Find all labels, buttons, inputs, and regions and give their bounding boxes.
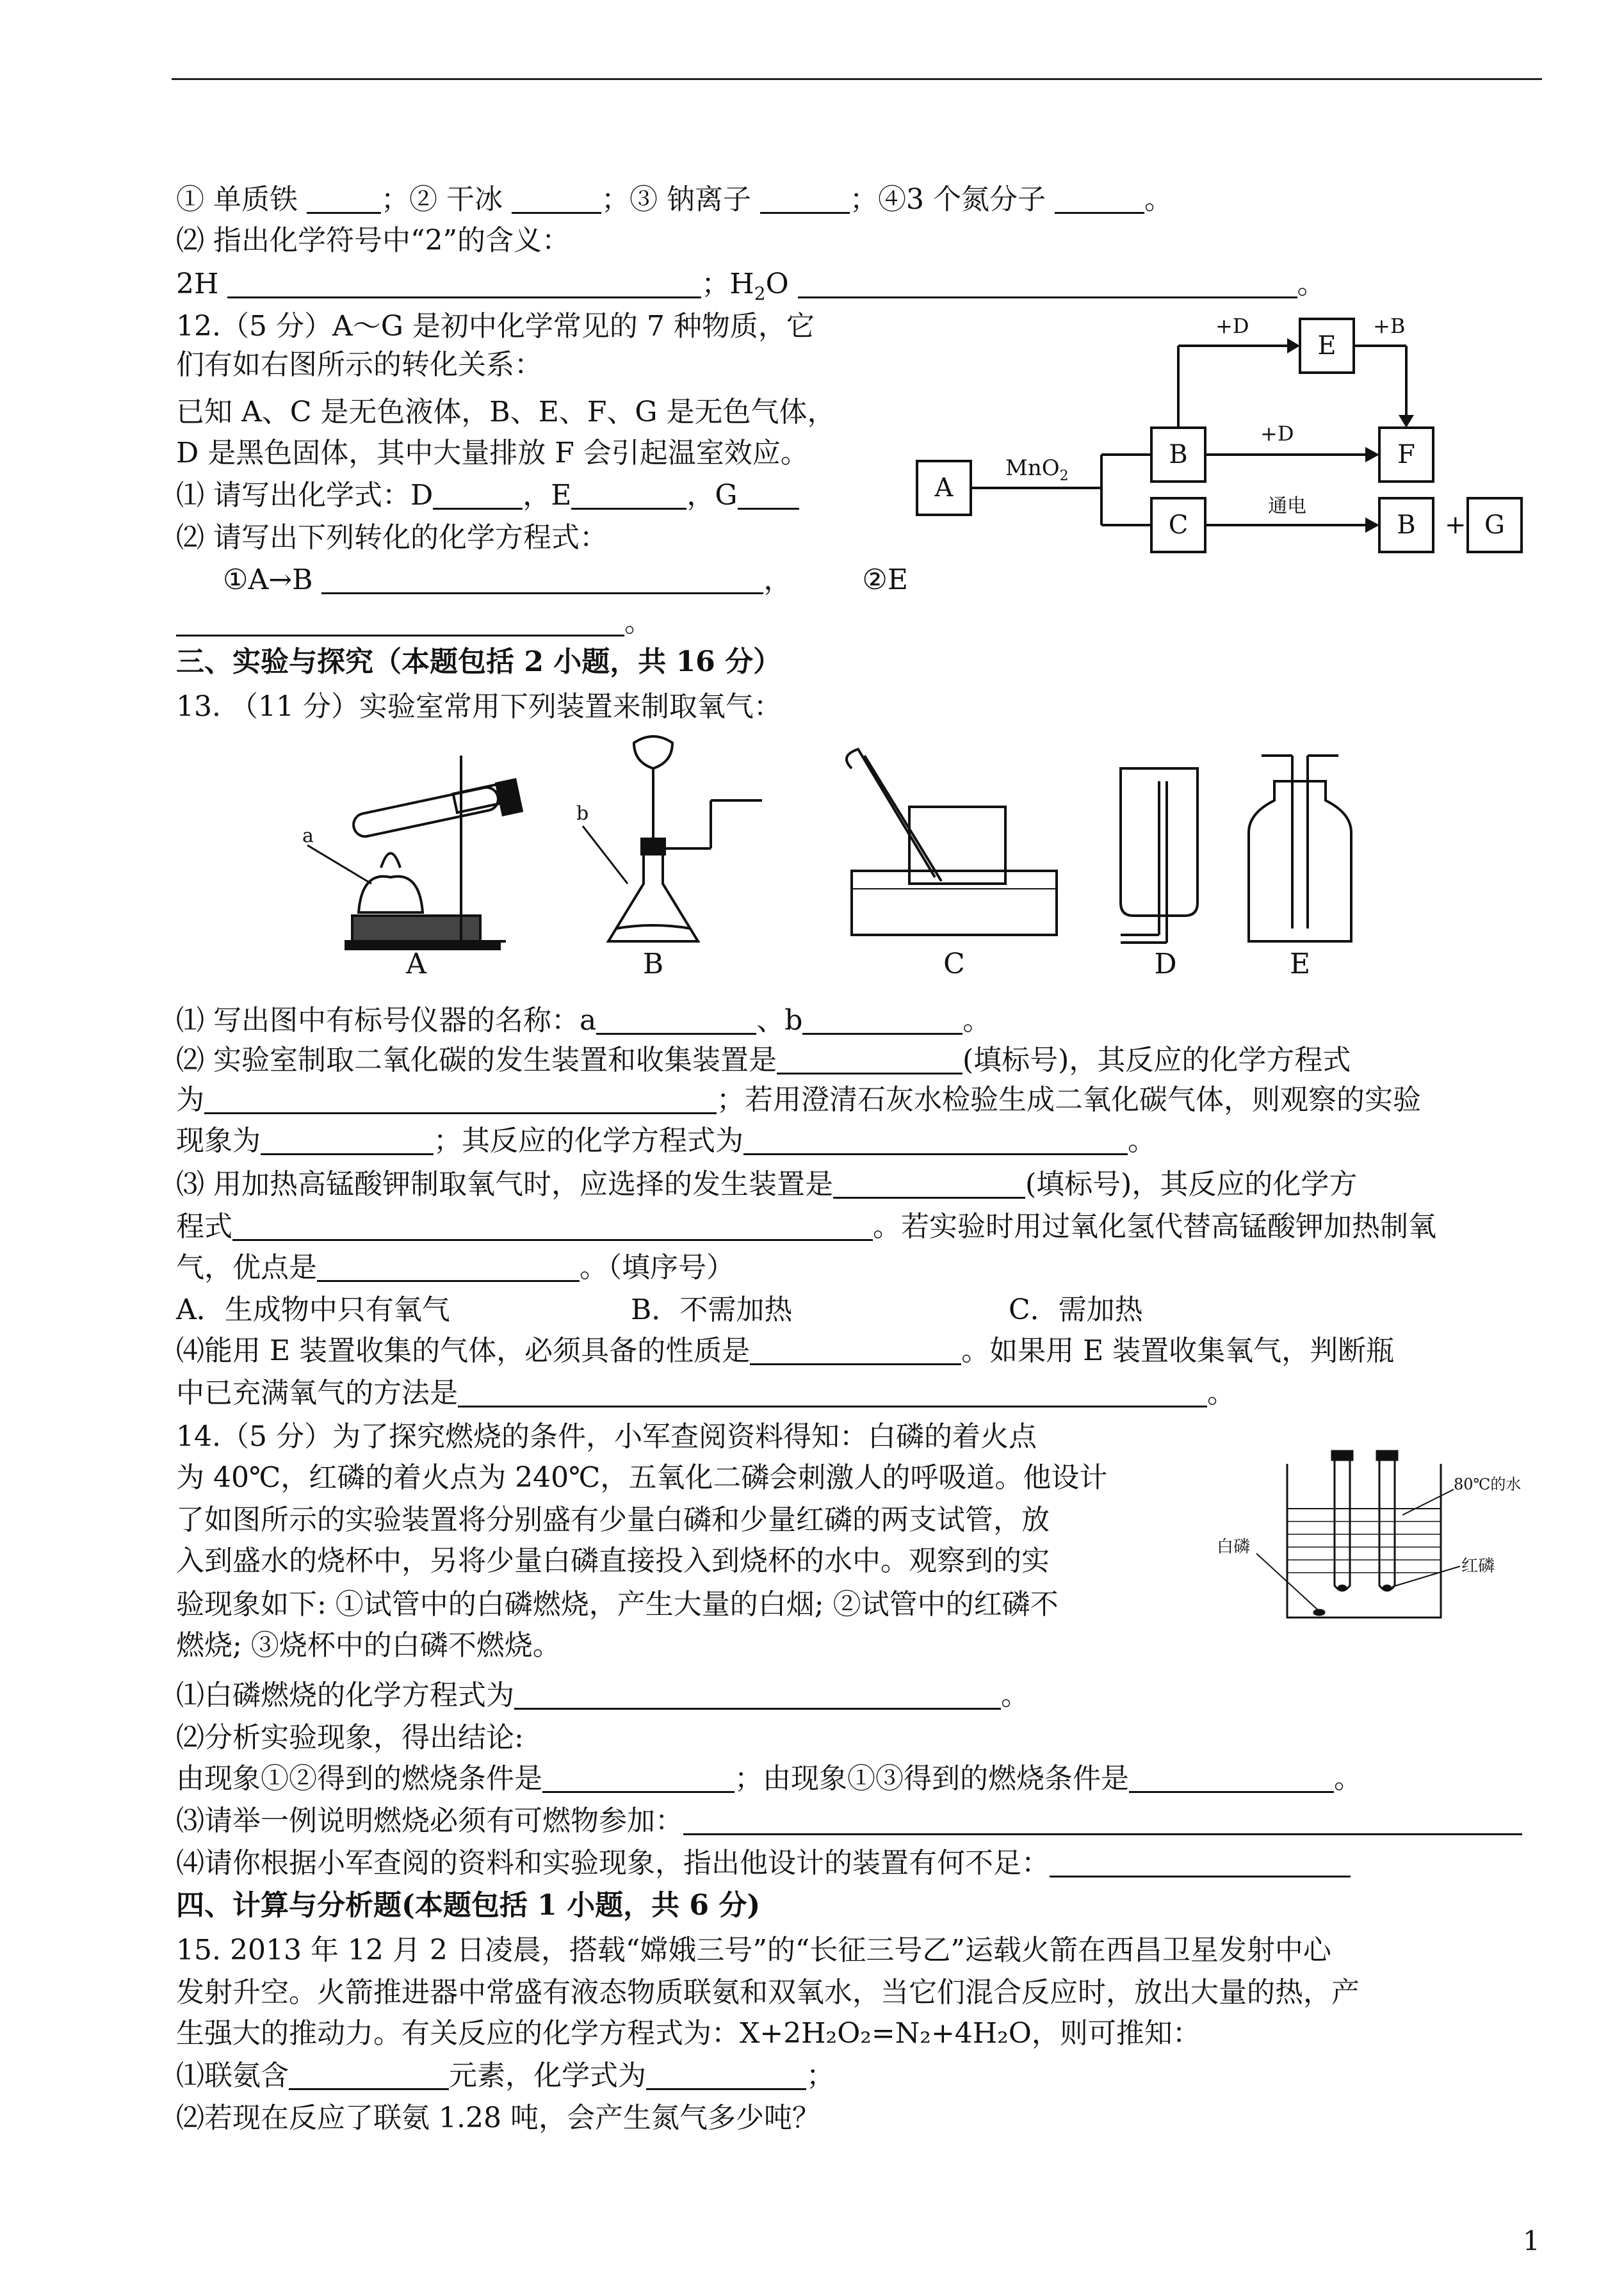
svg-text:a: a <box>302 825 314 847</box>
q15-part-2: ⑵若现在反应了联氨 1.28 吨，会产生氮气多少吨？ <box>176 2102 820 2134</box>
q13-part-2a: ⑵ 实验室制取二氧化碳的发生装置和收集装置是 (填标号)，其反应的化学方程式 <box>176 1044 1351 1076</box>
q13-part-2b: 为 ；若用澄清石灰水检验生成二氧化碳气体，则观察的实验 <box>176 1083 1421 1116</box>
page-number: 1 <box>1523 2225 1540 2257</box>
section-3-heading: 三、实验与探究（本题包括 2 小题，共 16 分） <box>176 645 782 678</box>
q12-line-8: 。 <box>176 603 653 642</box>
q13-part-2c: 现象为 ；其反应的化学方程式为 。 <box>176 1124 1156 1157</box>
apparatus-D <box>1121 768 1198 980</box>
svg-text:F: F <box>1397 440 1415 469</box>
q14-line-1: 14.（5 分）为了探究燃烧的条件，小军查阅资料得知：白磷的着火点 <box>176 1420 1037 1453</box>
q14-part-3: ⑶请举一例说明燃烧必须有可燃物参加： <box>176 1802 1522 1840</box>
svg-text:B: B <box>642 948 664 980</box>
mno2-label: MnO$_2$ <box>1005 455 1069 484</box>
svg-text:红磷: 红磷 <box>1461 1557 1495 1576</box>
box-A-label: A <box>934 473 954 503</box>
q15-line-3: 生强大的推动力。有关反应的化学方程式为：X+2H₂O₂=N₂+4H₂O，则可推知： <box>176 2017 1201 2050</box>
q13-part-3a: ⑶ 用加热高锰酸钾制取氧气时，应选择的发生装置是 (填标号)，其反应的化学方 <box>176 1168 1358 1201</box>
q14-part-2: ⑵分析实验现象，得出结论: <box>176 1721 524 1754</box>
q13-part-4a: ⑷能用 E 装置收集的气体，必须具备的性质是 。如果用 E 装置收集氧气，判断瓶 <box>176 1334 1395 1367</box>
q13-options: A．生成物中只有氧气 B．不需加热 C．需加热 <box>176 1293 1143 1326</box>
q14-part-2b: 由现象①②得到的燃烧条件是 ；由现象①③得到的燃烧条件是 。 <box>176 1762 1362 1795</box>
svg-text:C: C <box>943 948 965 980</box>
q14-part-4: ⑷请你根据小军查阅的资料和实验现象，指出他设计的装置有何不足： <box>176 1844 1351 1883</box>
q13-part-1: ⑴ 写出图中有标号仪器的名称：a 、b 。 <box>176 1004 991 1037</box>
svg-text:+B: +B <box>1373 314 1406 338</box>
q11-line-3: 2H ；$H_2O$ 。 <box>176 268 1326 304</box>
q15-line-2: 发射升空。火箭推进器中常盛有液态物质联氨和双氧水，当它们混合反应时，放出大量的热，产 <box>176 1976 1360 2009</box>
section-4-heading: 四、计算与分析题(本题包括 1 小题，共 6 分) <box>176 1889 761 1922</box>
q12-transform-diagram <box>909 307 1537 589</box>
q12-line-7: ①A→B ， ②E <box>223 564 908 596</box>
q15-line-1: 15. 2013 年 12 月 2 日凌晨，搭载“嫦娥三号”的“长征三号乙”运载火箭在西昌卫星发射中心 <box>176 1934 1331 1967</box>
svg-text:B: B <box>1169 440 1188 469</box>
apparatus-A <box>302 756 522 980</box>
apparatus-E <box>1249 756 1351 980</box>
q12-line-1: 12.（5 分）A～G 是初中化学常见的 7 种物质，它 <box>176 310 815 343</box>
svg-text:E: E <box>1289 948 1311 980</box>
svg-text:A: A <box>406 948 426 980</box>
svg-text:+: + <box>1445 510 1466 540</box>
q12-line-5: ⑴ 请写出化学式：D ，E ，G <box>176 476 799 515</box>
q14-beaker-figure <box>1210 1438 1531 1630</box>
q12-line-3: 已知 A、C 是无色液体，B、E、F、G 是无色气体， <box>176 396 836 428</box>
svg-text:80℃的水: 80℃的水 <box>1454 1475 1522 1493</box>
svg-text:b: b <box>576 802 589 825</box>
q12-line-6: ⑵ 请写出下列转化的化学方程式： <box>176 521 608 554</box>
q12-line-4: D 是黑色固体，其中大量排放 F 会引起温室效应。 <box>176 437 809 469</box>
svg-text:+D: +D <box>1215 314 1249 338</box>
svg-text:白磷: 白磷 <box>1217 1537 1251 1557</box>
svg-text:D: D <box>1154 948 1177 980</box>
q14-line-5: 验现象如下: ①试管中的白磷燃烧，产生大量的白烟; ②试管中的红磷不 <box>176 1588 1059 1621</box>
svg-text:+D: +D <box>1260 421 1294 446</box>
q11-line-2: ⑵ 指出化学符号中“2”的含义： <box>176 224 570 257</box>
q14-line-3: 了如图所示的实验装置将分别盛有少量白磷和少量红磷的两支试管，放 <box>176 1504 1050 1536</box>
svg-text:E: E <box>1317 331 1336 361</box>
q14-line-2: 为 40℃，红磷的着火点为 240℃，五氧化二磷会刺激人的呼吸道。他设计 <box>176 1461 1108 1494</box>
q14-line-4: 入到盛水的烧杯中，另将少量白磷直接投入到烧杯的水中。观察到的实 <box>176 1545 1050 1577</box>
q12-line-2: 们有如右图所示的转化关系： <box>176 348 542 381</box>
q14-line-6: 燃烧; ③烧杯中的白磷不燃烧。 <box>176 1629 561 1662</box>
q13-part-4b: 中已充满氧气的方法是 。 <box>176 1377 1235 1409</box>
q13-part-3b: 程式 。若实验时用过氧化氢代替高锰酸钾加热制氧 <box>176 1210 1436 1243</box>
apparatus-C <box>847 749 1057 980</box>
q13-line-1: 13. （11 分）实验室常用下列装置来制取氧气： <box>176 690 782 723</box>
header-rule <box>172 78 1542 80</box>
svg-text:C: C <box>1168 510 1189 540</box>
svg-text:G: G <box>1484 510 1505 540</box>
q13-apparatus-figure <box>301 730 1402 986</box>
svg-text:通电: 通电 <box>1268 495 1306 517</box>
svg-text:B: B <box>1397 510 1416 540</box>
apparatus-B <box>576 736 762 980</box>
q13-part-3c: 气，优点是 。（填序号） <box>176 1251 735 1284</box>
q15-part-1: ⑴联氨含 元素，化学式为 ； <box>176 2059 834 2092</box>
q14-part-1: ⑴白磷燃烧的化学方程式为 。 <box>176 1679 1029 1712</box>
q11-line-1: ① 单质铁 ；② 干冰 ；③ 钠离子 ；④3 个氮分子 。 <box>176 183 1173 216</box>
